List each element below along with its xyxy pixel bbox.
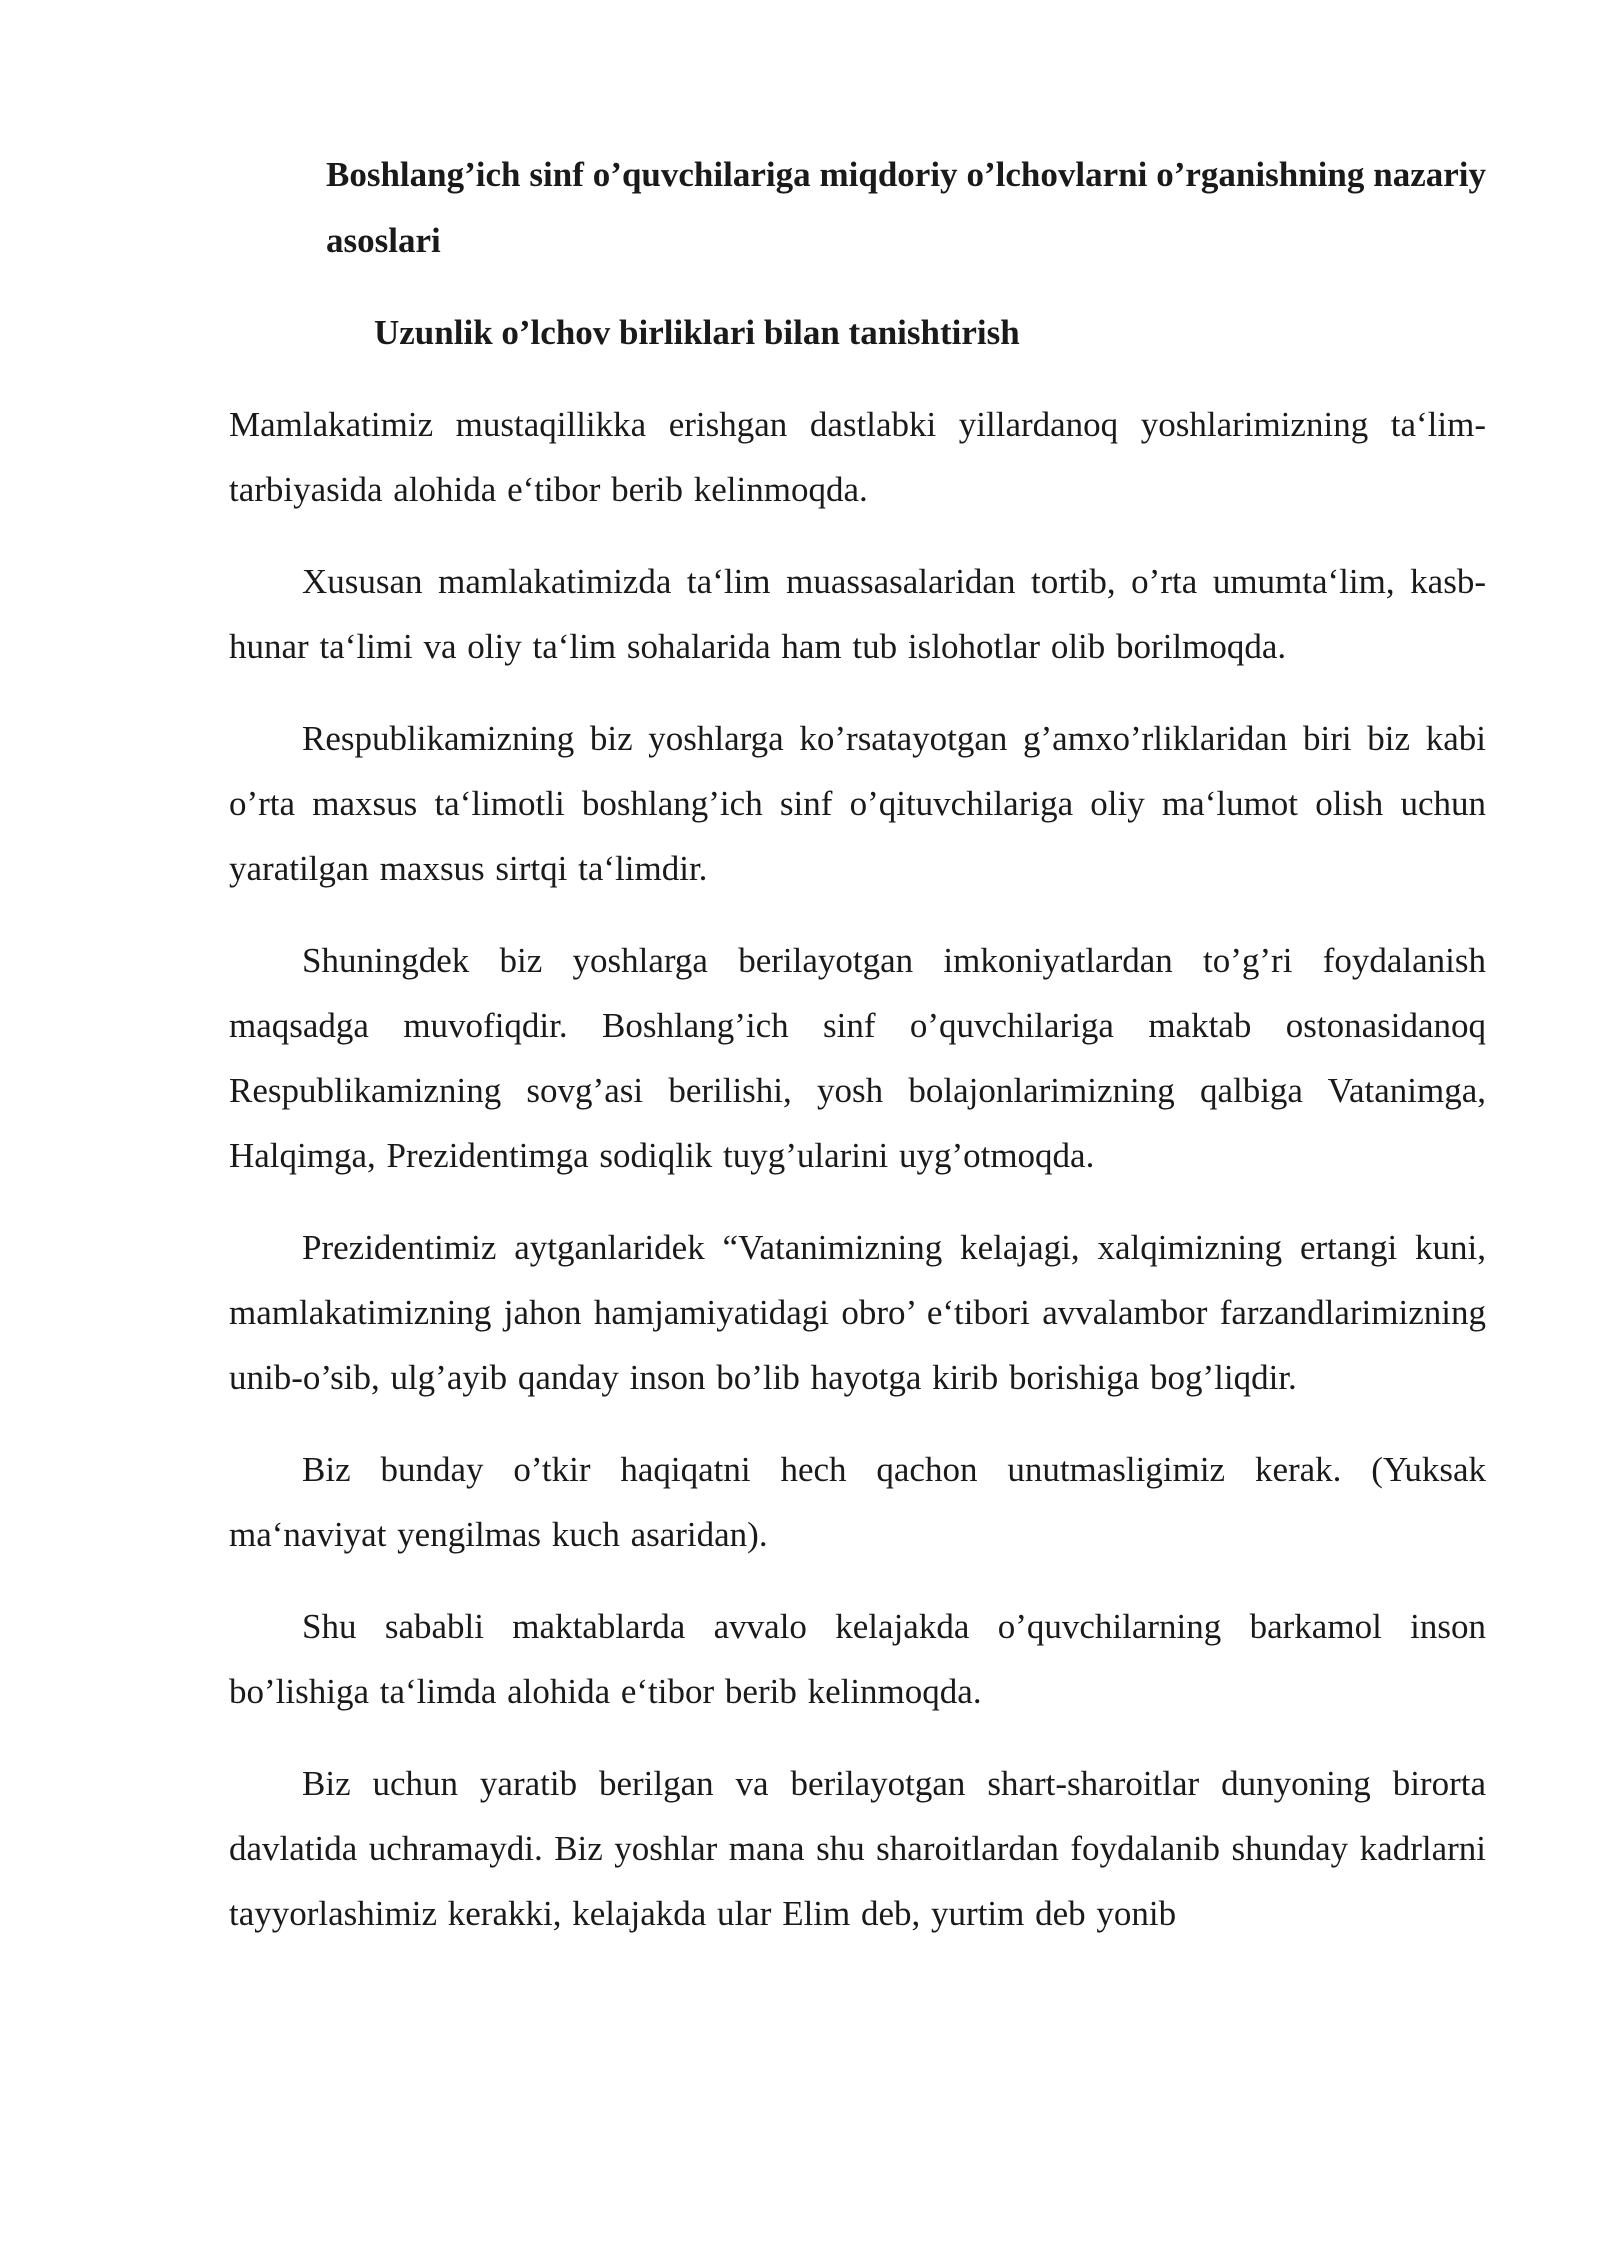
paragraph-8: Biz uchun yaratib berilgan va berilayotgan shart-sharoitlar dunyoning birorta davlatida uchramaydi. Biz yoshlar mana shu sharoitlardan foydalanib shunday kadrlarni tayyorlashimiz kerakki, kelajakda ular Elim deb, yurtim deb yonib bbox=[229, 1764, 1486, 1933]
paragraph-2: Xususan mamlakatimizda ta‘lim muassasalaridan tortib, o’rta umumta‘lim, kasb-hunar ta‘limi va oliy ta‘lim sohalarida ham tub islohotlar olib borilmoqda. bbox=[229, 562, 1486, 666]
paragraph-1: Mamlakatimiz mustaqillikka erishgan dastlabki yillardanoq yoshlarimizning ta‘lim-tarbiyasida alohida e‘tibor berib kelinmoqda. bbox=[229, 405, 1486, 509]
paragraph-5: Prezidentimiz aytganlaridek “Vatanimizning kelajagi, xalqimizning ertangi kuni, mamlakatimizning jahon hamjamiyatidagi obro’ e‘tibori avvalambor farzandlarimizning unib-o’sib, ulg’ayib qanday inson bo’lib hayotga kirib borishiga bog’liqdir. bbox=[229, 1228, 1486, 1397]
document-subtitle: Uzunlik o’lchov birliklari bilan tanishtirish bbox=[374, 313, 1020, 352]
paragraph-4: Shuningdek biz yoshlarga berilayotgan imkoniyatlardan to’g’ri foydalanish maqsadga muvofiqdir. Boshlang’ich sinf o’quvchilariga maktab ostonasidanoq Respublikamizning sovg’asi berilishi, yosh bolajonlarimizning qalbiga Vatanimga, Halqimga, Prezidentimga sodiqlik tuyg’ularini uyg’otmoqda. bbox=[229, 941, 1486, 1175]
paragraph-7: Shu sababli maktablarda avvalo kelajakda o’quvchilarning barkamol inson bo’lishiga ta‘limda alohida e‘tibor berib kelinmoqda. bbox=[229, 1607, 1486, 1711]
document-title: Boshlang’ich sinf o’quvchilariga miqdoriy o’lchovlarni o’rganishning nazariy asoslari bbox=[326, 155, 1486, 260]
document-body bbox=[229, 392, 1486, 1973]
paragraph-6: Biz bunday o’tkir haqiqatni hech qachon unutmasligimiz kerak. (Yuksak ma‘naviyat yengilmas kuch asaridan). bbox=[229, 1450, 1486, 1554]
paragraph-3: Respublikamizning biz yoshlarga ko’rsatayotgan g’amxo’rliklaridan biri biz kabi o’rta maxsus ta‘limotli boshlang’ich sinf o’qituvchilariga oliy ma‘lumot olish uchun yaratilgan maxsus sirtqi ta‘limdir. bbox=[229, 719, 1486, 888]
